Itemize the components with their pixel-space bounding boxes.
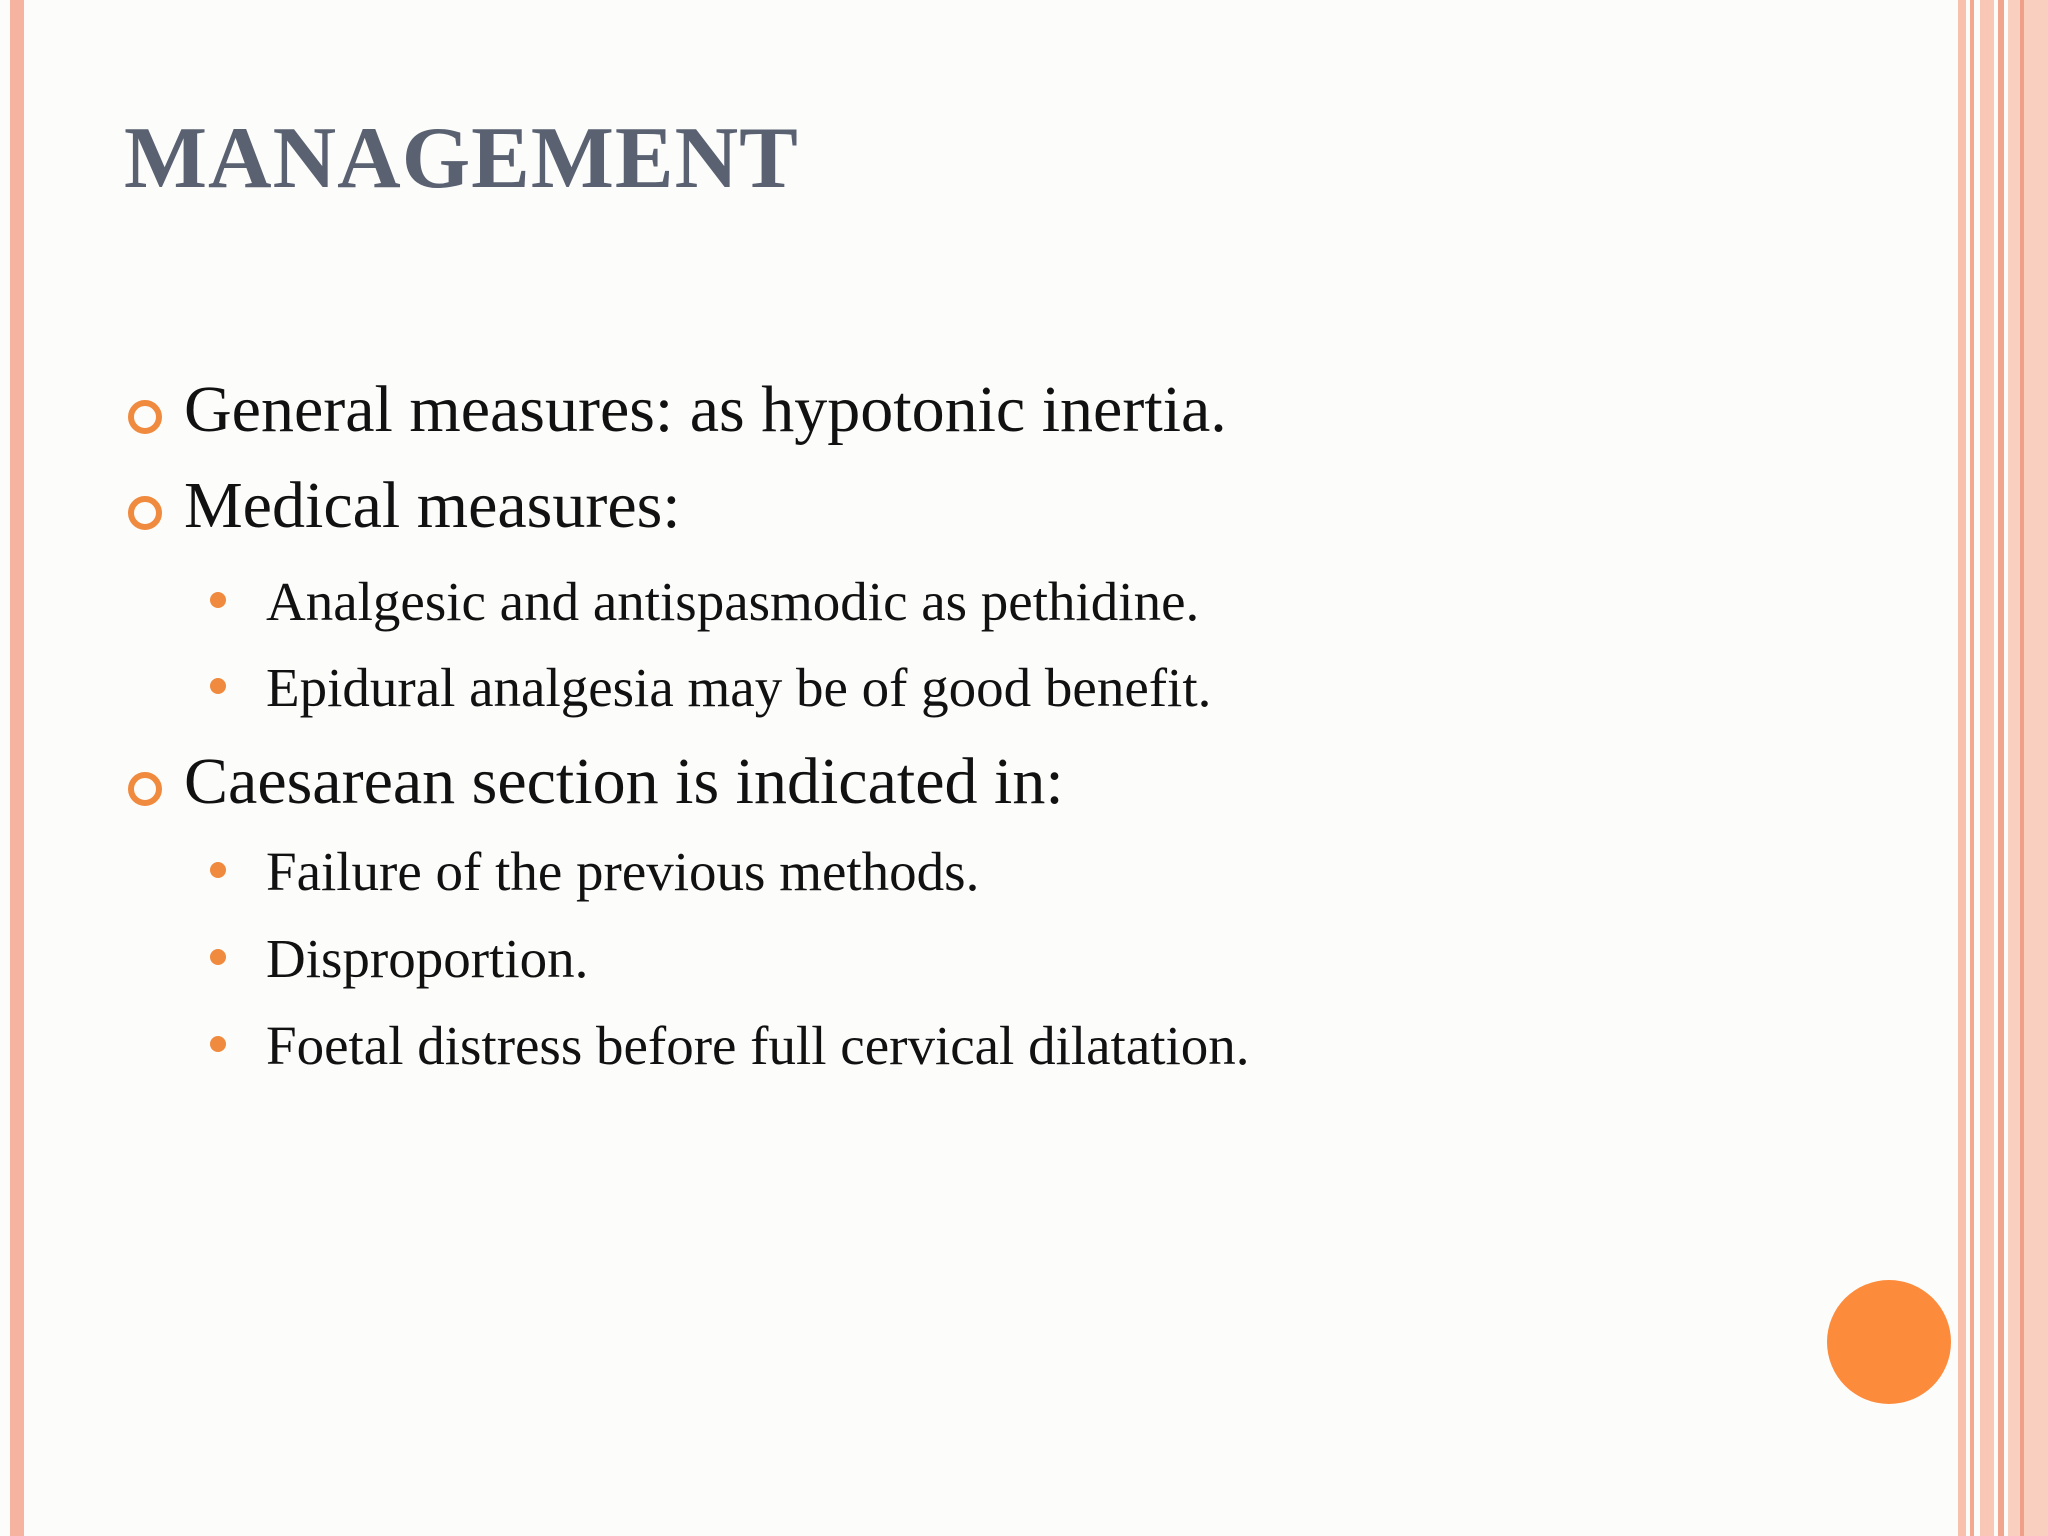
dot-bullet-icon bbox=[210, 862, 226, 878]
ring-bullet-icon bbox=[128, 400, 162, 434]
right-border-stripe bbox=[2020, 0, 2024, 1536]
sub-bullet-text: Foetal distress before full cervical dilatation. bbox=[266, 1015, 1250, 1076]
right-border-stripe bbox=[1958, 0, 1966, 1536]
bullet-text: Medical measures: bbox=[184, 469, 681, 542]
sub-bullet-text: Analgesic and antispasmodic as pethidine. bbox=[266, 571, 1200, 632]
sub-bullet-text: Disproportion. bbox=[266, 928, 589, 989]
right-border-stripe bbox=[2008, 0, 2048, 1536]
dot-bullet-icon bbox=[210, 949, 226, 965]
ring-bullet-icon bbox=[128, 772, 162, 806]
orange-circle-decoration bbox=[1827, 1280, 1951, 1404]
dot-bullet-icon bbox=[210, 678, 226, 694]
right-border-stripe bbox=[1998, 0, 2004, 1536]
right-border-stripe bbox=[1970, 0, 1974, 1536]
dot-bullet-icon bbox=[210, 1036, 226, 1052]
bullet-text: Caesarean section is indicated in: bbox=[184, 745, 1064, 818]
dot-bullet-icon bbox=[210, 592, 226, 608]
sub-bullet-text: Failure of the previous methods. bbox=[266, 841, 980, 902]
ring-bullet-icon bbox=[128, 496, 162, 530]
bullet-text: General measures: as hypotonic inertia. bbox=[184, 373, 1227, 446]
right-border-stripe bbox=[1980, 0, 1994, 1536]
slide-title: MANAGEMENT bbox=[124, 110, 799, 207]
sub-bullet-text: Epidural analgesia may be of good benefit. bbox=[266, 657, 1212, 718]
